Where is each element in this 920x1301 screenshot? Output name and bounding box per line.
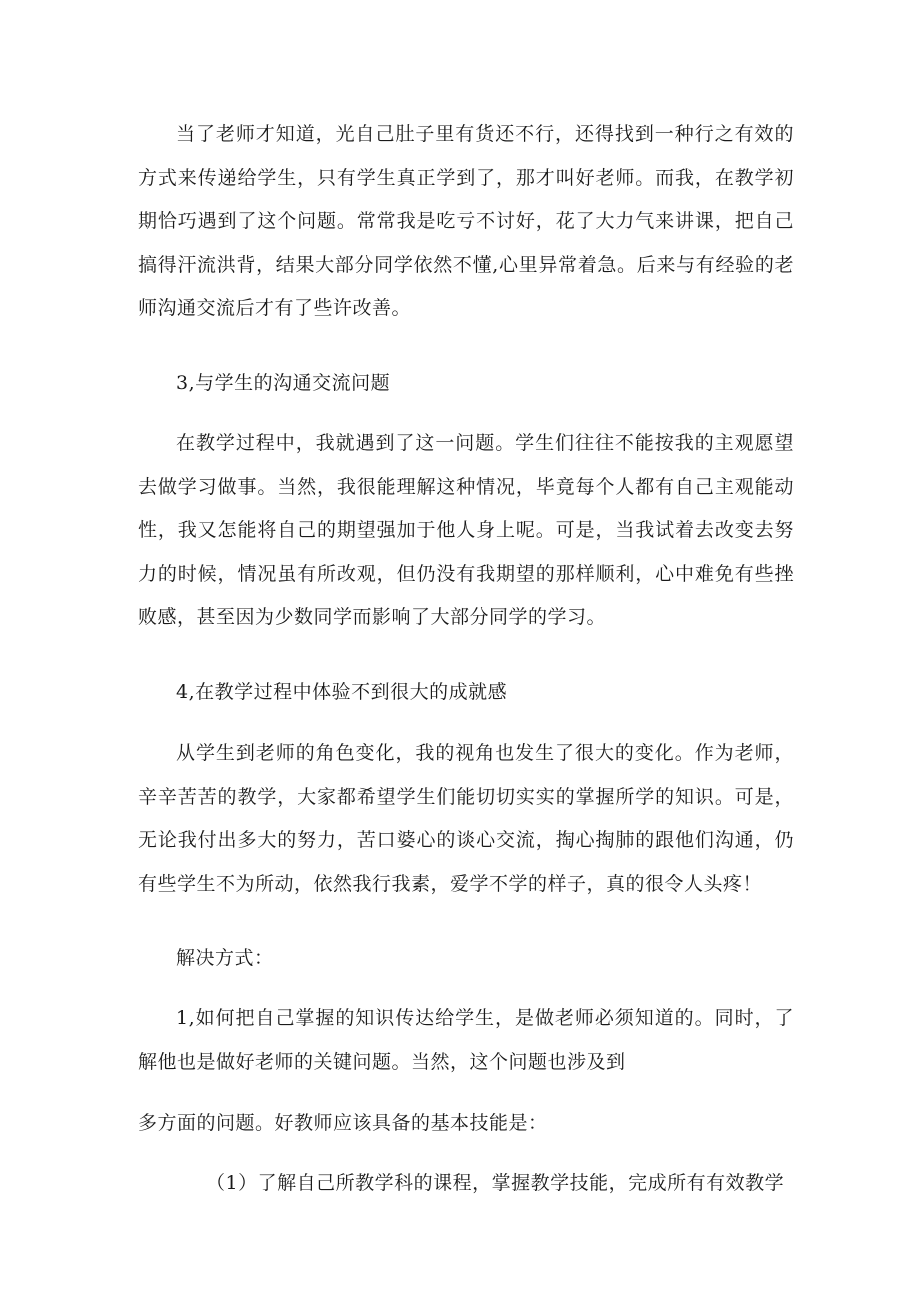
paragraph-communication: 在教学过程中，我就遇到了这一问题。学生们往往不能按我的主观愿望去做学习做事。当然，我很能理解这种情况，毕竟每个人都有自己主观能动性，我又怎能将自己的期望强加于他人身上呢。可是，当我试着去改变去努力的时候，情况虽有所改观，但仍没有我期望的那样顺利，心中难免有些挫败感，甚至因为少数同学而影响了大部分同学的学习。 xyxy=(138,432,794,628)
paragraph-solution-1: 1,如何把自己掌握的知识传达给学生，是做老师必须知道的。同时，了解他也是做好老师的关键问题。当然，这个问题也涉及到 xyxy=(138,1007,794,1073)
paragraph-basic-skills: 多方面的问题。好教师应该具备的基本技能是： xyxy=(138,1112,548,1134)
heading-solutions: 解决方式： xyxy=(176,947,274,969)
heading-communication-problem: 3,与学生的沟通交流问题 xyxy=(176,372,391,394)
heading-achievement-problem: 4,在教学过程中体验不到很大的成就感 xyxy=(176,681,508,703)
paragraph-skill-item-1: （1）了解自己所教学科的课程，掌握教学技能，完成所有有效教学 xyxy=(206,1172,785,1194)
paragraph-achievement: 从学生到老师的角色变化，我的视角也发生了很大的变化。作为老师，辛辛苦苦的教学，大家都希望学生们能切切实实的掌握所学的知识。可是，无论我付出多大的努力，苦口婆心的谈心交流，掏心掏肺的跟他们沟通，仍有些学生不为所动，依然我行我素，爱学不学的样子，真的很令人头疼！ xyxy=(138,742,794,895)
paragraph-teaching-method: 当了老师才知道，光自己肚子里有货还不行，还得找到一种行之有效的方式来传递给学生，只有学生真正学到了，那才叫好老师。而我，在教学初期恰巧遇到了这个问题。常常我是吃亏不讨好，花了大力气来讲课，把自己搞得汗流洪背，结果大部分同学依然不懂,心里异常着急。后来与有经验的老师沟通交流后才有了些许改善。 xyxy=(138,123,794,319)
